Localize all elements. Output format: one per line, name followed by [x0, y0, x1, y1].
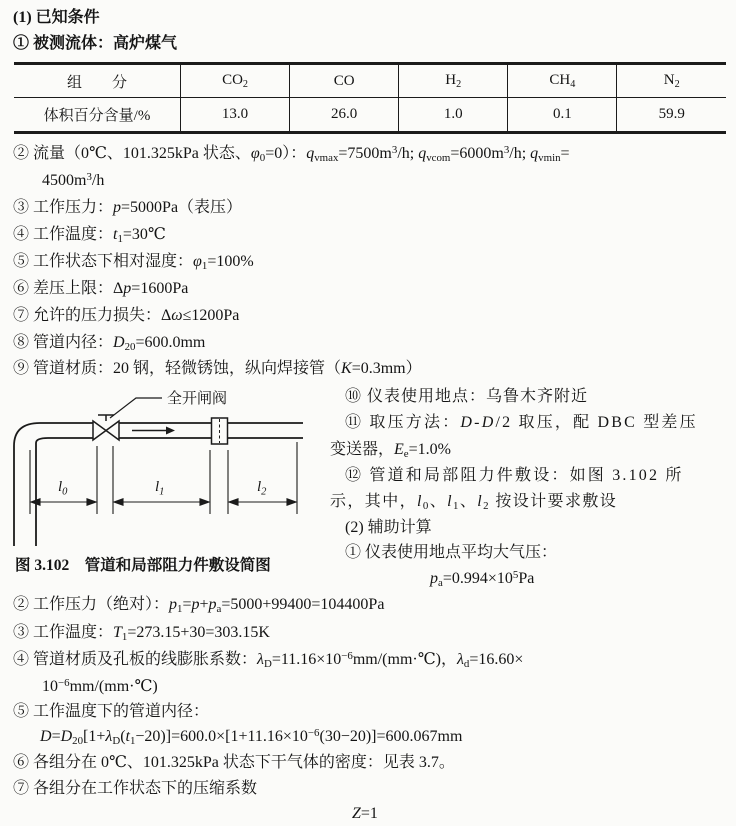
aux-absolute-pressure: ② 工作压力（绝对）：$p_1=p+p_a=5000+99400=104400Pa$: [13, 596, 385, 616]
aux-working-temperature: ③ 工作温度：$T_1=273.15+30=303.15K$: [13, 624, 270, 644]
item-pipe-bore: ⑧ 管道内径：$D_{20}=600.0mm$: [13, 334, 206, 354]
aux-dry-gas-density: ⑥ 各组分在 0℃、101.325kPa 状态下干气体的密度：见表 3.7。: [13, 754, 455, 771]
dim-label-l2: $l_2$: [257, 479, 267, 498]
item-tapping-line2: 变送器，$E_e=1.0\%$: [330, 441, 451, 461]
table-value-n2: 59.9: [617, 98, 726, 133]
table-header-h2: $H_2$: [399, 64, 508, 98]
table-header-ch4: $CH_4$: [508, 64, 617, 98]
item-flow-line1: ② 流量（0℃、101.325kPa 状态、$\varphi_0=0$）：$q_{vmax}=7500m^3/h$; $q_{vcom}=6000m^3/h$; $q_{vmin}=$: [13, 144, 570, 165]
item-dp-upper-limit: ⑥ 差压上限：Δp=1600Pa: [13, 280, 189, 297]
aux-atm-pressure-label: ① 仪表使用地点平均大气压：: [345, 544, 558, 561]
table-row: [14, 98, 726, 133]
item-instrument-location: ⑩ 仪表使用地点：乌鲁木齐附近: [345, 388, 589, 405]
aux-expansion-line1: ④ 管道材质及孔板的线膨胀系数：$\lambda_D=11.16\times 10^{-6}mm/(mm\cdot℃)$，$\lambda_d=16.60\times$: [13, 650, 524, 671]
table-value-co: 26.0: [290, 98, 399, 133]
section-2-heading: (2) 辅助计算: [345, 519, 432, 536]
valve-left-triangle: [93, 421, 106, 440]
item-tapping-line1: ⑪ 取压方法：D-D/2 取压，配 DBC 型差压: [345, 414, 698, 431]
table-value-co2: 13.0: [181, 98, 290, 133]
valve-right-triangle: [106, 421, 119, 440]
orifice-plate-icon: [212, 418, 228, 444]
item-pressure-loss: ⑦ 允许的压力损失：Δω≤1200Pa: [13, 307, 240, 324]
aux-bore-formula: $D=D_{20}[1+\lambda_D(t_1-20)]=600.0\times[1+11.16\times 10^{-6}(30-20)]=600.067mm$: [40, 727, 463, 748]
table-header-n2: $N_2$: [617, 64, 726, 98]
item-relative-humidity: ⑤ 工作状态下相对湿度：$\varphi_1=100\%$: [13, 253, 254, 273]
valve-label: 全开闸阀: [167, 391, 228, 407]
aux-expansion-line2: $10^{-6}mm/(mm\cdot℃)$: [42, 677, 158, 695]
item-working-temperature: ④ 工作温度：$t_1=30℃$: [13, 226, 166, 246]
gas-composition-table: [14, 62, 726, 134]
dim-label-l0: $l_0$: [58, 479, 68, 498]
item-measured-fluid: ① 被测流体：高炉煤气: [13, 35, 178, 52]
extension-lines: [30, 442, 297, 514]
table-header-component: 组 分: [14, 64, 181, 98]
dimension-arrows: [31, 499, 296, 505]
pipe-elbow-inner: [36, 438, 48, 546]
table-header-co2: $CO_2$: [181, 64, 290, 98]
item-flow-line2: $4500m^3/h$: [42, 171, 105, 189]
aux-atm-pressure-formula: $p_a=0.994\times 10^5Pa$: [430, 569, 535, 590]
table-header-row: [14, 64, 726, 98]
aux-bore-label: ⑤ 工作温度下的管道内径：: [13, 703, 210, 720]
table-value-ch4: 0.1: [508, 98, 617, 133]
table-value-h2: 1.0: [399, 98, 508, 133]
pipe-diagram: [0, 386, 345, 551]
gate-valve-icon: [93, 415, 119, 440]
item-layout-line1: ⑫ 管道和局部阻力件敷设：如图 3.102 所: [345, 467, 684, 484]
valve-stem: [98, 415, 114, 421]
item-layout-line2: 示，其中，$l_0$、$l_1$、$l_2$ 按设计要求敷设: [330, 493, 618, 513]
item-pipe-material: ⑨ 管道材质：20 钢，轻微锈蚀，纵向焊接管（K=0.3mm）: [13, 360, 422, 377]
table-header-co: CO: [290, 64, 399, 98]
item-working-pressure: ③ 工作压力：p=5000Pa（表压）: [13, 199, 243, 216]
flow-arrow: [132, 427, 175, 435]
aux-z-formula: Z=1: [352, 805, 378, 822]
table-row-label: 体积百分含量/%: [43, 108, 151, 124]
valve-label-leader-line: [110, 398, 162, 418]
figure-caption: 图 3.102 管道和局部阻力件敷设简图: [15, 557, 271, 574]
dim-label-l1: $l_1$: [155, 479, 165, 498]
aux-compressibility: ⑦ 各组分在工作状态下的压缩系数: [13, 780, 258, 797]
section-1-heading: (1) 已知条件: [13, 9, 100, 26]
